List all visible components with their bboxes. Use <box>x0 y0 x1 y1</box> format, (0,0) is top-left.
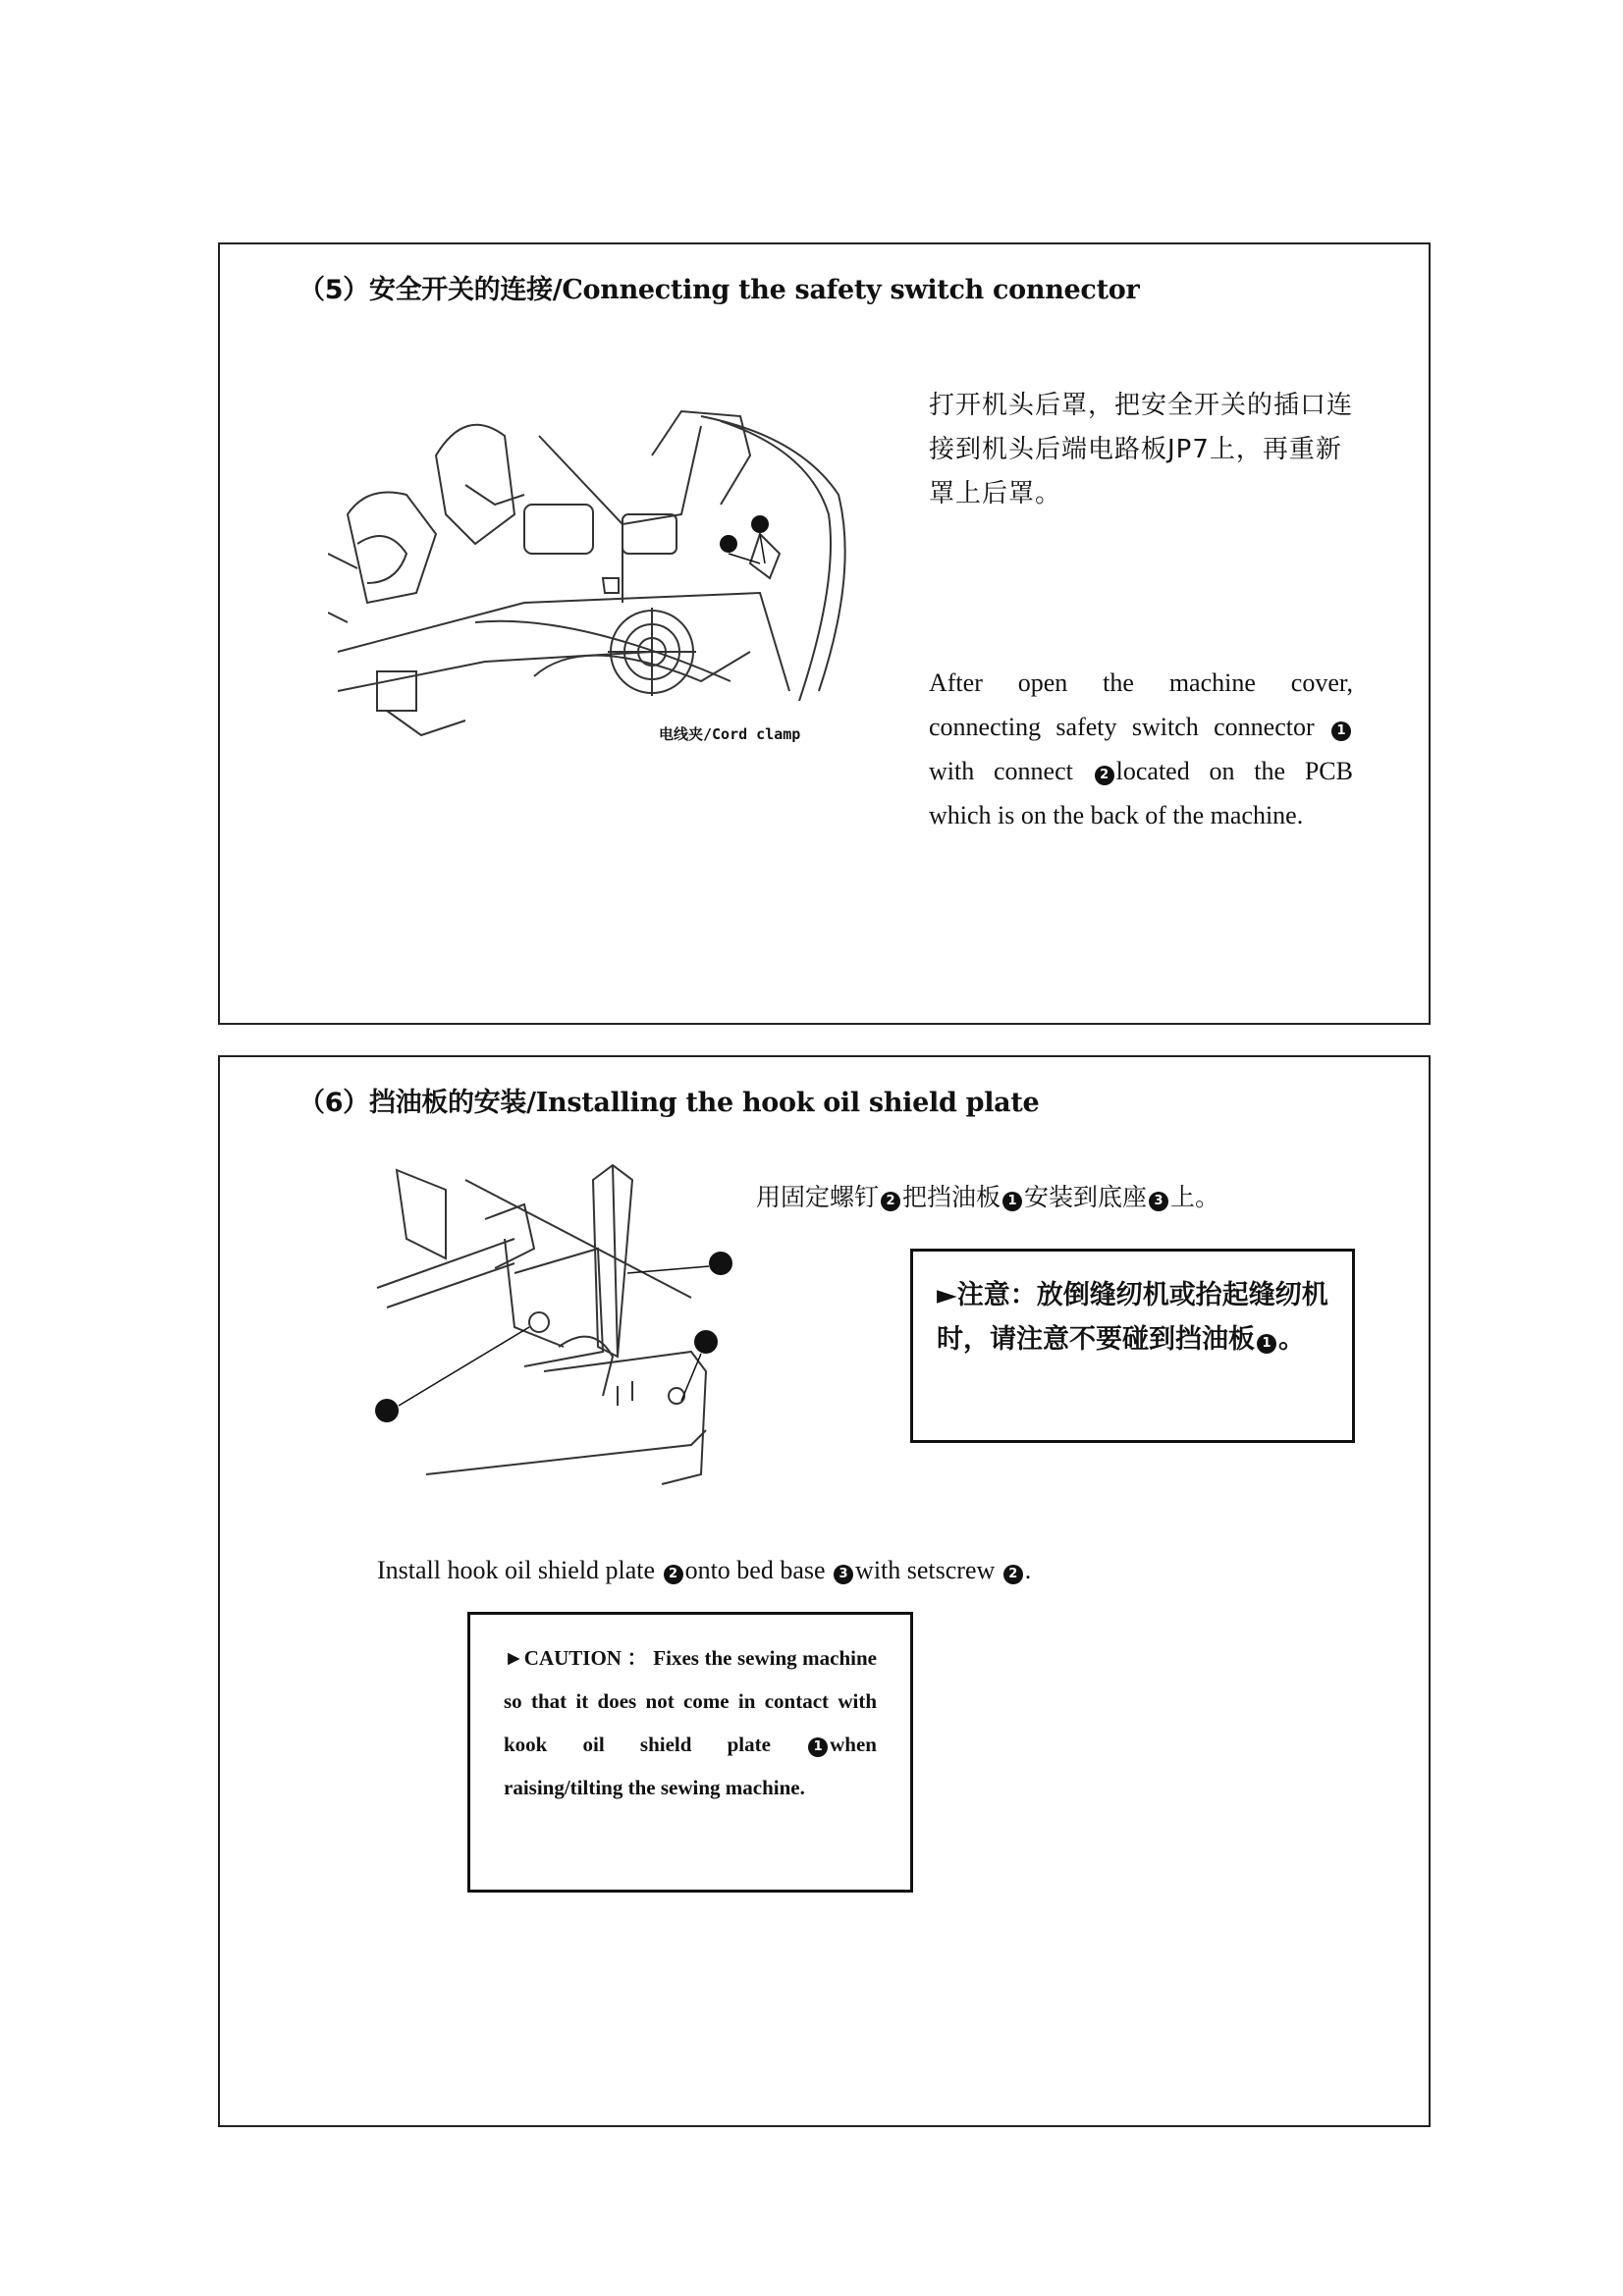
marker-3: 3 <box>834 1565 853 1584</box>
caution-box-cn <box>910 1249 1355 1443</box>
section-5-heading-en: /Connecting the safety switch connector <box>552 275 1140 305</box>
section-6-heading <box>298 1081 1039 1119</box>
text-cn-part: 上。 <box>1170 1183 1220 1211</box>
text-en-part: located on the PCB which is on the back of the machine. <box>929 757 1353 829</box>
section-connecting-safety-switch <box>218 242 1431 1025</box>
caution-text-1: Fixes the sewing machine so that it does not come in contact with kook oil shield plate <box>504 1646 878 1756</box>
marker-1: 1 <box>1002 1192 1022 1211</box>
section-6-text-cn <box>756 1175 1219 1219</box>
section-5-text-en <box>929 661 1353 837</box>
marker-2: 2 <box>881 1192 900 1211</box>
caution-text-2: when raising/tilting the sewing machine. <box>504 1733 877 1799</box>
cord-clamp-label: 电线夹/Cord clamp <box>659 725 801 743</box>
text-en-part: with connect <box>929 757 1073 785</box>
caution-box-en <box>467 1612 913 1893</box>
marker-1: 1 <box>808 1737 828 1757</box>
text-en-part: onto bed base <box>684 1556 826 1584</box>
marker-3: 3 <box>1149 1192 1168 1211</box>
safety-switch-illustration <box>328 397 878 750</box>
caution-arrow-icon: ► <box>937 1280 957 1310</box>
section-6-text-en <box>377 1548 1031 1592</box>
section-6-heading-en: /Installing the hook oil shield plate <box>526 1088 1040 1118</box>
marker-2: 2 <box>664 1565 683 1584</box>
text-en-part: Install hook oil shield plate <box>377 1556 656 1584</box>
section-5-text-cn: 打开机头后罩，把安全开关的插口连接到机头后端电路板JP7上，再重新罩上后罩。 <box>929 391 1354 508</box>
marker-2: 2 <box>1003 1565 1023 1584</box>
text-en-part: After open the machine cover, connecting safety switch connector <box>929 668 1353 741</box>
text-en-part: with setscrew <box>855 1556 996 1584</box>
marker-1: 1 <box>1331 721 1351 741</box>
caution-text-cn: 注意：放倒缝纫机或抬起缝纫机时，请注意不要碰到挡油板 <box>937 1280 1328 1355</box>
section-6-heading-cn: （6）挡油板的安装 <box>298 1088 527 1118</box>
section-5-heading-cn: （5）安全开关的连接 <box>298 275 553 305</box>
oil-shield-plate-illustration <box>367 1160 740 1499</box>
caution-colon: ： <box>626 1646 648 1670</box>
text-cn-part: 安装到底座 <box>1024 1183 1148 1211</box>
section-5-heading <box>298 268 1139 306</box>
text-en-end: . <box>1024 1556 1032 1584</box>
caution-end: 。 <box>1278 1324 1305 1355</box>
marker-1: 1 <box>1257 1334 1276 1354</box>
section-hook-oil-shield-plate <box>218 1055 1431 2127</box>
text-cn-part: 把挡油板 <box>902 1183 1001 1211</box>
text-cn-part: 用固定螺钉 <box>756 1183 880 1211</box>
marker-2: 2 <box>1095 766 1114 785</box>
caution-prefix: ►CAUTION <box>504 1646 627 1670</box>
